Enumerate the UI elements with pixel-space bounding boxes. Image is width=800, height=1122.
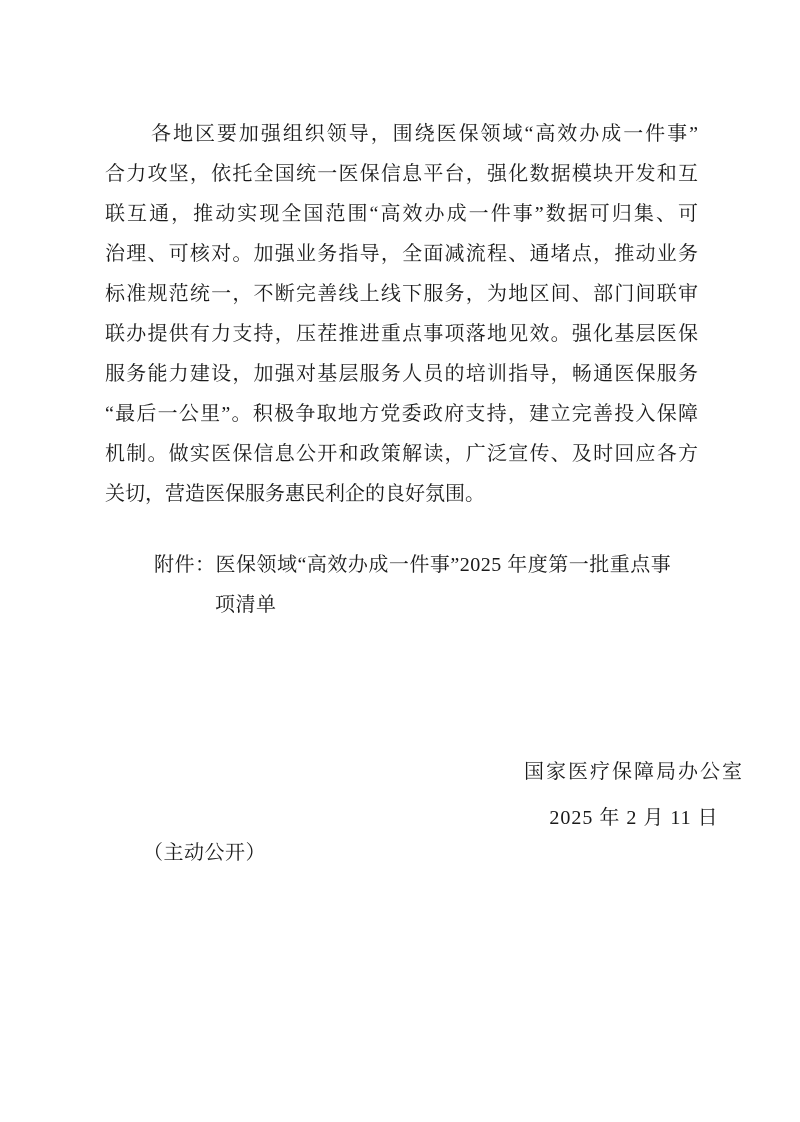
- body-line: 机制。做实医保信息公开和政策解读，广泛宣传、及时回应各方: [105, 443, 698, 465]
- signature-date: 2025 年 2 月 11 日: [549, 807, 719, 829]
- body-line: 服务能力建设，加强对基层服务人员的培训指导，畅通医保服务: [105, 363, 698, 385]
- body-line: 各地区要加强组织领导，围绕医保领域“高效办成一件事”: [151, 123, 698, 145]
- disclosure-note: （主动公开）: [143, 842, 266, 864]
- attachment-note: [105, 545, 725, 625]
- signature-organization: 国家医疗保障局办公室: [524, 761, 744, 783]
- body-paragraph: [105, 114, 698, 514]
- attachment-line: 项清单: [215, 594, 277, 616]
- body-line: 联办提供有力支持，压茬推进重点事项落地见效。强化基层医保: [105, 323, 698, 345]
- body-line: 关切，营造医保服务惠民利企的良好氛围。: [105, 483, 485, 505]
- body-line: 治理、可核对。加强业务指导，全面减流程、通堵点，推动业务: [105, 243, 698, 265]
- attachment-line: 附件：医保领域“高效办成一件事”2025 年度第一批重点事: [154, 554, 672, 576]
- body-line: 合力攻坚，依托全国统一医保信息平台，强化数据模块开发和互: [105, 163, 698, 185]
- body-line: 标准规范统一，不断完善线上线下服务，为地区间、部门间联审: [105, 283, 698, 305]
- body-line: “最后一公里”。积极争取地方党委政府支持，建立完善投入保障: [105, 403, 698, 425]
- body-line: 联互通，推动实现全国范围“高效办成一件事”数据可归集、可: [105, 203, 698, 225]
